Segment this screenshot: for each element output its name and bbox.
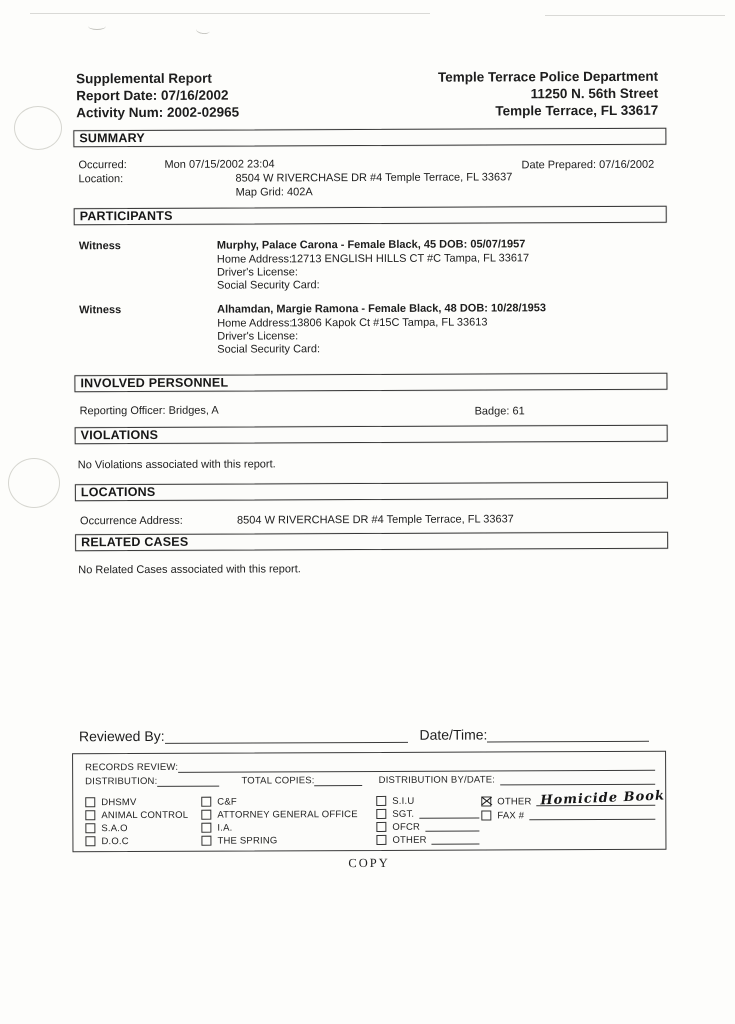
date-prepared: Date Prepared: 07/16/2002 bbox=[521, 158, 655, 172]
checkbox-label: I.A. bbox=[217, 822, 233, 834]
occurred-label: Occurred: bbox=[78, 159, 127, 172]
report-header-left bbox=[76, 70, 239, 122]
datetime-label: Date/Time: bbox=[419, 726, 488, 743]
checkbox-row-attorney-general bbox=[201, 808, 373, 821]
social-security-label: Social Security Card: bbox=[217, 343, 321, 356]
checkbox-label: FAX # bbox=[497, 809, 525, 821]
checkbox-icon bbox=[85, 810, 95, 820]
fill-in-line bbox=[419, 809, 479, 818]
checkbox-row-siu bbox=[376, 795, 479, 807]
checkbox-label: OTHER bbox=[497, 795, 532, 807]
distribution-column-4 bbox=[481, 788, 666, 823]
checkbox-icon bbox=[201, 797, 211, 807]
total-copies-line bbox=[315, 776, 363, 786]
checkbox-label: C&F bbox=[217, 796, 237, 808]
checkbox-icon bbox=[376, 822, 386, 832]
reviewed-by-line bbox=[165, 729, 408, 744]
checkbox-icon bbox=[376, 796, 386, 806]
checkbox-icon bbox=[481, 810, 491, 820]
datetime-line bbox=[487, 728, 649, 743]
checkbox-row-fax bbox=[481, 809, 655, 822]
checkbox-label: DHSMV bbox=[101, 796, 137, 808]
report-title: Supplemental Report bbox=[76, 70, 212, 87]
distribution-column-3 bbox=[376, 795, 479, 847]
records-review-box bbox=[72, 751, 666, 853]
checkbox-row-the-spring bbox=[201, 834, 373, 847]
checkbox-icon bbox=[201, 836, 211, 846]
occurred-value: Mon 07/15/2002 23:04 bbox=[164, 158, 275, 171]
fill-in-line bbox=[432, 835, 480, 844]
checkbox-row-other-col3 bbox=[376, 834, 479, 846]
department-city: Temple Terrace, FL 33617 bbox=[495, 102, 659, 119]
copy-stamp: COPY bbox=[348, 855, 390, 871]
occurrence-address-label: Occurrence Address: bbox=[80, 514, 183, 528]
map-grid: Map Grid: 402A bbox=[235, 186, 313, 199]
checkbox-label: SGT. bbox=[392, 808, 415, 820]
checkbox-icon bbox=[376, 835, 386, 845]
checkbox-row-ia bbox=[201, 821, 373, 834]
section-heading-participants: PARTICIPANTS bbox=[74, 206, 667, 226]
checkbox-label: OFCR bbox=[392, 821, 421, 833]
fill-in-line bbox=[425, 822, 479, 831]
violations-note: No Violations associated with this report. bbox=[77, 458, 276, 472]
checkbox-label: OTHER bbox=[392, 834, 427, 846]
checkbox-row-doc bbox=[85, 835, 197, 847]
checked-checkbox-icon bbox=[481, 796, 491, 806]
checkbox-row-other-checked bbox=[481, 788, 666, 809]
checkbox-label: S.I.U bbox=[392, 795, 415, 807]
distribution-line bbox=[157, 777, 219, 787]
distribution-column-1 bbox=[85, 796, 197, 848]
records-review-label: RECORDS REVIEW: bbox=[85, 761, 179, 774]
distribution-label: DISTRIBUTION: bbox=[85, 775, 158, 788]
checkbox-row-animal-control bbox=[85, 809, 197, 821]
checkbox-icon bbox=[85, 836, 95, 846]
checkbox-row-sgt bbox=[376, 808, 479, 820]
distribution-row bbox=[85, 774, 655, 787]
records-review-row bbox=[85, 760, 655, 773]
location-value: 8504 W RIVERCHASE DR #4 Temple Terrace, FL 33637 bbox=[235, 171, 513, 185]
department-name: Temple Terrace Police Department bbox=[437, 68, 659, 85]
distribution-by-line bbox=[500, 775, 655, 786]
checkbox-row-ofcr bbox=[376, 821, 479, 833]
participant-role: Witness bbox=[78, 240, 121, 253]
records-review-line bbox=[178, 761, 655, 773]
report-date: Report Date: 07/16/2002 bbox=[76, 87, 229, 104]
drivers-license-label: Driver's License: bbox=[216, 266, 298, 279]
checkbox-icon bbox=[376, 809, 386, 819]
department-street: 11250 N. 56th Street bbox=[530, 85, 659, 102]
home-address-value: 12713 ENGLISH HILLS CT #C Tampa, FL 33617 bbox=[290, 252, 530, 266]
participant-name: Murphy, Palace Carona - Female Black, 45 DOB: 05/07/1957 bbox=[216, 238, 526, 252]
activity-number: Activity Num: 2002-02965 bbox=[76, 104, 240, 121]
checkbox-icon bbox=[201, 823, 211, 833]
distribution-column-2 bbox=[201, 795, 373, 848]
checkbox-label: THE SPRING bbox=[217, 834, 278, 847]
section-heading-summary: SUMMARY bbox=[73, 128, 666, 148]
report-header-right bbox=[358, 68, 658, 120]
checkbox-row-sao bbox=[85, 822, 197, 834]
participant-role: Witness bbox=[79, 304, 122, 317]
fill-in-line bbox=[529, 810, 655, 820]
badge-number: Badge: 61 bbox=[474, 405, 525, 418]
checkbox-icon bbox=[201, 810, 211, 820]
social-security-label: Social Security Card: bbox=[216, 279, 320, 292]
handwritten-note: Homicide Book bbox=[540, 788, 666, 808]
checkbox-label: ATTORNEY GENERAL OFFICE bbox=[217, 808, 358, 821]
section-heading-locations: LOCATIONS bbox=[75, 482, 668, 502]
reviewed-by-label: Reviewed By: bbox=[78, 727, 165, 745]
checkbox-label: S.A.O bbox=[101, 822, 128, 834]
fill-in-line bbox=[536, 788, 666, 808]
section-heading-related-cases: RELATED CASES bbox=[75, 532, 668, 552]
drivers-license-label: Driver's License: bbox=[217, 330, 299, 343]
home-address-value: 13806 Kapok Ct #15C Tampa, FL 33613 bbox=[291, 316, 488, 330]
checkbox-label: D.O.C bbox=[101, 835, 129, 847]
distribution-by-label: DISTRIBUTION BY/DATE: bbox=[378, 774, 496, 786]
signoff-row bbox=[79, 726, 650, 744]
checkbox-label: ANIMAL CONTROL bbox=[101, 809, 189, 821]
occurrence-address-value: 8504 W RIVERCHASE DR #4 Temple Terrace, FL 33637 bbox=[237, 513, 514, 527]
reporting-officer: Reporting Officer: Bridges, A bbox=[79, 404, 219, 418]
checkbox-icon bbox=[85, 823, 95, 833]
participant-name: Alhamdan, Margie Ramona - Female Black, 48 DOB: 10/28/1953 bbox=[217, 302, 547, 316]
section-heading-involved-personnel: INVOLVED PERSONNEL bbox=[74, 373, 667, 393]
checkbox-row-cf bbox=[201, 795, 373, 808]
section-heading-violations: VIOLATIONS bbox=[75, 425, 668, 445]
location-label: Location: bbox=[78, 173, 124, 186]
home-address-label: Home Address: bbox=[216, 253, 293, 266]
total-copies-label: TOTAL COPIES: bbox=[241, 775, 315, 787]
checkbox-row-dhsmv bbox=[85, 796, 197, 808]
related-cases-note: No Related Cases associated with this report. bbox=[78, 563, 301, 577]
checkbox-icon bbox=[85, 797, 95, 807]
home-address-label: Home Address: bbox=[217, 317, 293, 330]
